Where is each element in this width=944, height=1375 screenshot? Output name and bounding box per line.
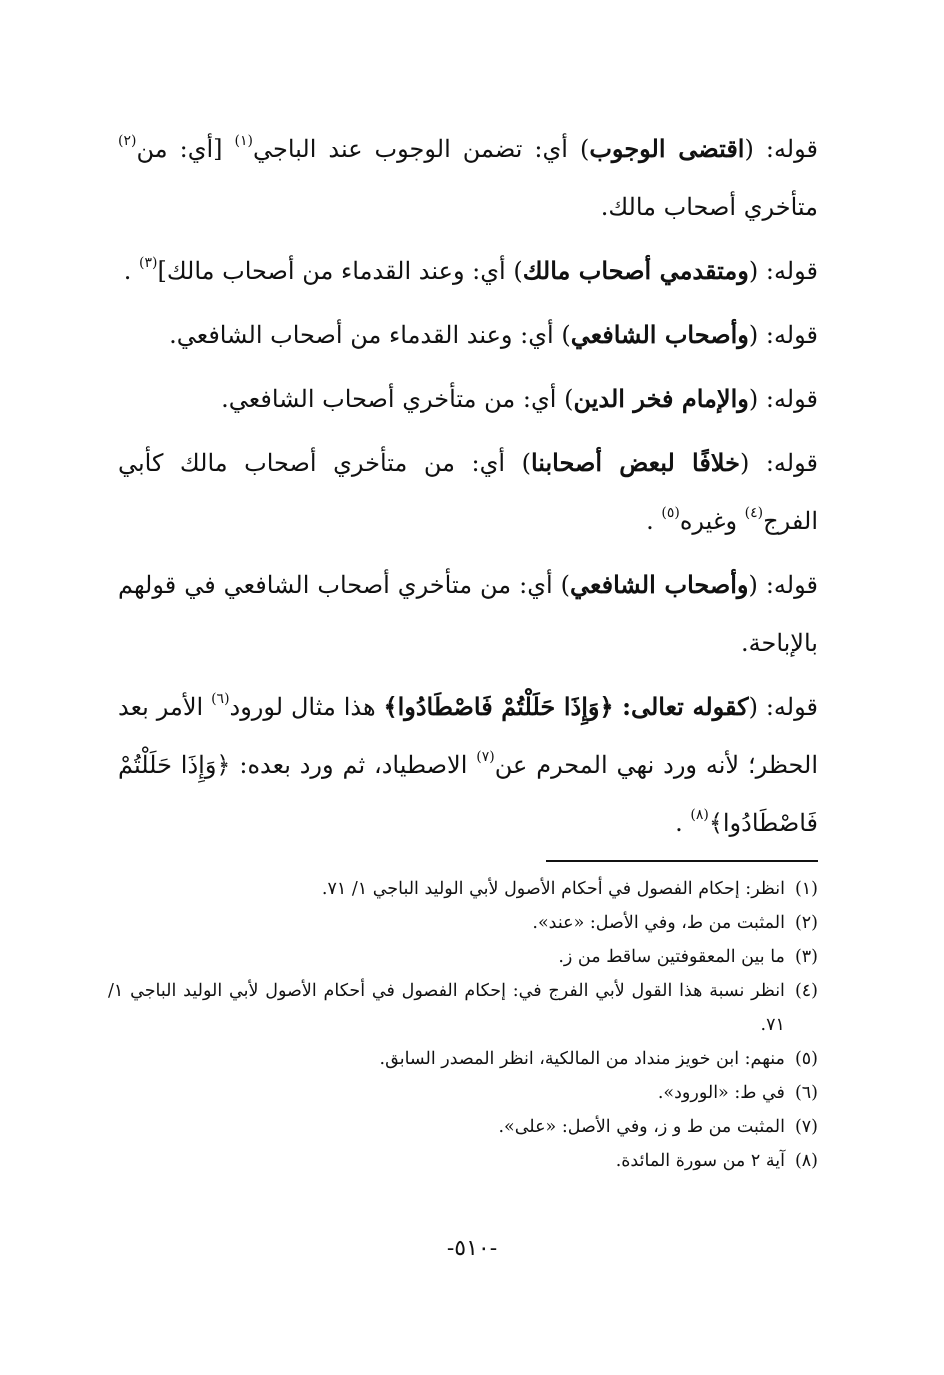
paragraph-body: . [123, 257, 139, 285]
footnote-text: انظر نسبة هذا القول لأبي الفرج في: إحكام الفصول في أحكام الأصول لأبي الوليد الباجي ١/ ٧١. [108, 981, 785, 1035]
paragraph-lead: قوله: ( [748, 385, 818, 413]
paragraph-body: . [646, 507, 662, 535]
quoted-term: خلافًا لبعض أصحابنا [530, 448, 740, 477]
footnote-text: ما بين المعقوفتين ساقط من ز. [558, 947, 785, 967]
paragraph-close: ) [579, 135, 590, 163]
footnote-number: (٢) [794, 913, 818, 933]
footnote-item [108, 974, 818, 1042]
quoted-term: وأصحاب الشافعي [570, 320, 749, 349]
paragraph-body: الاصطياد، ثم ورد بعده: ﴿وَإِذَا حَلَلْتُمْ فَاصْطَادُوا﴾ [118, 751, 818, 837]
paragraph-close: ) [564, 385, 574, 413]
footnote-text: المثبت من ط و ز، وفي الأصل: «على». [498, 1117, 785, 1137]
paragraph-close: ) [521, 449, 531, 477]
paragraph-1 [118, 120, 818, 236]
paragraph-lead: قوله: ( [744, 135, 818, 163]
paragraph-body: أي: تضمن الوجوب عند الباجي [252, 135, 580, 163]
paragraph-body: أي: من متأخري أصحاب الشافعي في قولهم بالإباحة. [118, 571, 818, 657]
footnotes-list [108, 872, 818, 1178]
quoted-term: ومتقدمي أصحاب مالك [522, 256, 749, 285]
footnote-ref[interactable]: (٥) [661, 505, 680, 521]
footnote-text: منهم: ابن خويز منداد من المالكية، انظر المصدر السابق. [379, 1049, 785, 1069]
paragraph-close: ) [561, 321, 571, 349]
quoted-term: وأصحاب الشافعي [570, 570, 749, 599]
paragraph-lead: قوله: ( [748, 571, 818, 599]
paragraph-body: وغيره [679, 507, 745, 535]
footnote-number: (٥) [794, 1049, 818, 1069]
paragraph-body: أي: من متأخري أصحاب الشافعي. [221, 385, 565, 413]
paragraph-4 [118, 370, 818, 428]
paragraph-lead: قوله: ( [739, 449, 818, 477]
paragraph-lead: قوله: ( [748, 321, 818, 349]
footnote-number: (٣) [794, 947, 818, 967]
paragraph-close: ) [560, 571, 571, 599]
footnote-separator [546, 860, 818, 862]
paragraph-lead: قوله: ( [748, 693, 818, 721]
paragraph-body: الأمر بعد الحظر؛ لأنه ورد نهي المحرم عن [118, 693, 819, 779]
paragraph-body: هذا مثال لورود [229, 693, 384, 721]
footnote-number: (٤) [794, 981, 818, 1001]
page-number: -٥١٠- [446, 1236, 498, 1261]
paragraph-body: أي: وعند القدماء من أصحاب الشافعي. [169, 321, 562, 349]
quoted-term: اقتضى الوجوب [589, 134, 745, 163]
paragraph-2 [118, 242, 818, 300]
footnote-item [108, 1042, 818, 1076]
footnote-ref[interactable]: (٤) [744, 505, 764, 521]
paragraph-body: أي: من متأخري أصحاب مالك كأبي الفرج [118, 449, 818, 535]
footnote-number: (٧) [794, 1117, 818, 1137]
paragraph-close: ) [513, 257, 523, 285]
paragraph-body: . [675, 809, 691, 837]
paragraph-body: متأخري أصحاب مالك. [600, 193, 818, 221]
footnote-item [108, 1110, 818, 1144]
footnote-text: آية ٢ من سورة المائدة. [615, 1151, 785, 1171]
paragraph-body: أي: وعند القدماء من أصحاب مالك] [157, 257, 514, 285]
footnote-number: (٨) [794, 1151, 818, 1171]
footnote-item [108, 940, 818, 974]
footnote-item [108, 1144, 818, 1178]
paragraph-5 [118, 434, 818, 550]
main-text [118, 120, 818, 858]
quoted-term: والإمام فخر الدين [573, 384, 749, 413]
footnote-text: انظر: إحكام الفصول في أحكام الأصول لأبي الوليد الباجي ١/ ٧١. [321, 879, 785, 899]
footnote-ref[interactable]: (١) [234, 133, 253, 149]
footnote-text: في ط: «الورود». [657, 1083, 785, 1103]
paragraph-lead: قوله: ( [748, 257, 818, 285]
footnote-ref[interactable]: (٦) [211, 691, 230, 707]
paragraph-6 [118, 556, 818, 672]
footnote-text: المثبت من ط، وفي الأصل: «عند». [532, 913, 785, 933]
footnote-item [108, 872, 818, 906]
paragraph-body: [أي: من [136, 135, 235, 163]
footnote-ref[interactable]: (٧) [476, 749, 495, 765]
footnote-item [108, 906, 818, 940]
quoted-term: كقوله تعالى: ﴿وَإِذَا حَلَلْتُمْ فَاصْطَادُوا﴾ [383, 692, 749, 721]
footnote-number: (٦) [794, 1083, 818, 1103]
footnote-ref[interactable]: (٨) [690, 807, 709, 823]
footnote-ref[interactable]: (٣) [138, 255, 158, 271]
paragraph-7 [118, 678, 818, 852]
footnote-ref[interactable]: (٢) [118, 133, 137, 149]
paragraph-3 [118, 306, 818, 364]
footnote-item [108, 1076, 818, 1110]
footnote-number: (١) [794, 879, 818, 899]
